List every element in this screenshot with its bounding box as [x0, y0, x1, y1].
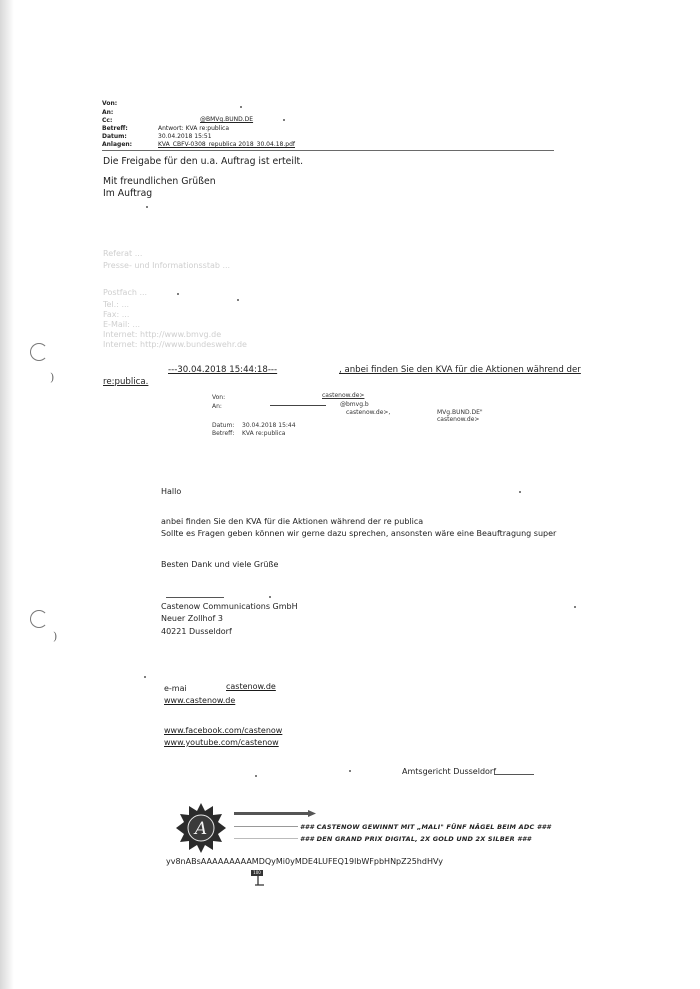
redaction-underline: [270, 405, 326, 406]
cursor-mark-icon: [254, 876, 266, 888]
cc-value: @BMVg.BUND.DE: [200, 116, 254, 123]
mail-line: Sollte es Fragen geben können wir gerne dazu sprechen, ansonsten wäre eine Beauftragung super: [161, 529, 557, 538]
website-link[interactable]: www.castenow.de: [164, 696, 236, 705]
forward-intro: , anbei finden Sie den KVA für die Aktionen während der: [339, 365, 581, 375]
banner-line: [234, 838, 298, 839]
logo-letter: A: [194, 819, 208, 839]
orig-date-label: Datum:: [212, 422, 235, 429]
faint-line: Internet: http://www.bundeswehr.de: [103, 340, 247, 349]
company-name: Castenow Communications GmbH: [161, 602, 298, 611]
to-label: An:: [102, 109, 114, 116]
forward-timestamp: ---30.04.2018 15:44:18---: [168, 365, 278, 375]
orig-subject-label: Betreff:: [212, 430, 235, 437]
faint-line: Tel.: ...: [103, 300, 130, 309]
attachments-label: Anlagen:: [102, 141, 133, 148]
facebook-link[interactable]: www.facebook.com/castenow: [164, 726, 283, 735]
approval-text: Die Freigabe für den u.a. Auftrag ist erteilt.: [103, 156, 304, 167]
banner-slogan: ### CASTENOW GEWINNT MIT „MALI" FÜNF NÄGEL BEIM ADC ###: [300, 823, 552, 831]
faint-line: Presse- und Informationsstab ...: [103, 261, 231, 270]
scan-speck: [237, 299, 239, 301]
faint-line: Internet: http://www.bmvg.de: [103, 330, 222, 339]
signature-redaction-line: [166, 597, 224, 598]
subject-label: Betreff:: [102, 125, 128, 132]
scan-speck: [177, 293, 179, 295]
faint-line: E-Mail: ...: [103, 320, 141, 329]
tracking-code: yv8nABsAAAAAAAAAMDQyMi0yMDE4LUFEQ19lbWFpbHNpZ25hdHVy: [166, 857, 443, 866]
orig-to-suffix: castenow.de>: [437, 416, 480, 423]
page-badge: 100: [251, 870, 263, 876]
banner-slogan: ### DEN GRAND PRIX DIGITAL, 2X GOLD UND 2X SILBER ###: [300, 835, 532, 843]
cc-label: Cc:: [102, 117, 113, 124]
attachment-link[interactable]: KVA_CBFV-0308_republica 2018_30.04.18.pdf: [158, 141, 295, 148]
banner-arrow: [234, 810, 316, 818]
punch-hole-top: [30, 343, 48, 361]
closing-greeting: Mit freundlichen Grüßen: [103, 176, 216, 187]
date-label: Datum:: [102, 133, 127, 140]
company-street: Neuer Zollhof 3: [161, 614, 223, 623]
forward-intro-end: re:publica.: [103, 377, 149, 387]
scan-speck: [146, 206, 148, 208]
mail-greeting: Hallo: [161, 487, 182, 496]
court-redaction-line: [494, 774, 534, 775]
subject-value: Antwort: KVA re:publica: [158, 125, 230, 132]
from-label: Von:: [102, 100, 118, 107]
scan-speck: [574, 606, 576, 608]
orig-from-label: Von:: [212, 394, 226, 401]
email-link[interactable]: castenow.de: [226, 682, 276, 691]
banner-line: [234, 826, 298, 827]
orig-date-value: 30.04.2018 15:44: [242, 422, 296, 429]
orig-to-bmvg: @bmvg.b: [340, 401, 369, 408]
email-label: e-mai: [164, 684, 187, 693]
court-registration: Amtsgericht Dusseldorf: [402, 767, 497, 776]
mail-line: anbei finden Sie den KVA für die Aktionen während der re publica: [161, 517, 424, 526]
orig-to-mvg: MVg.BUND.DE": [437, 409, 483, 416]
scan-speck: [349, 770, 351, 772]
mail-thanks: Besten Dank und viele Grüße: [161, 560, 279, 569]
scan-speck: [240, 106, 242, 108]
faint-line: Postfach ...: [103, 288, 148, 297]
scan-edge: [0, 0, 14, 989]
scan-speck: [283, 119, 285, 121]
orig-to-label: An:: [212, 403, 222, 410]
scan-speck: [519, 491, 521, 493]
faint-line: Fax: ...: [103, 310, 130, 319]
punch-hole-bottom: [30, 610, 48, 628]
faint-line: Referat ...: [103, 249, 143, 258]
closing-role: Im Auftrag: [103, 188, 153, 199]
castenow-logo: [176, 803, 226, 853]
scan-speck: [269, 596, 271, 598]
orig-from-value: castenow.de>: [322, 392, 365, 399]
header-divider: [102, 150, 554, 151]
scan-speck: [144, 676, 146, 678]
punch-hole-mark-top: ): [50, 371, 55, 384]
punch-hole-mark-bottom: ): [53, 630, 58, 643]
youtube-link[interactable]: www.youtube.com/castenow: [164, 738, 279, 747]
scan-speck: [255, 775, 257, 777]
orig-to-castenow: castenow.de>,: [346, 409, 391, 416]
date-value: 30.04.2018 15:51: [158, 133, 212, 140]
company-city: 40221 Dusseldorf: [161, 627, 232, 636]
orig-subject-value: KVA re:publica: [242, 430, 286, 437]
